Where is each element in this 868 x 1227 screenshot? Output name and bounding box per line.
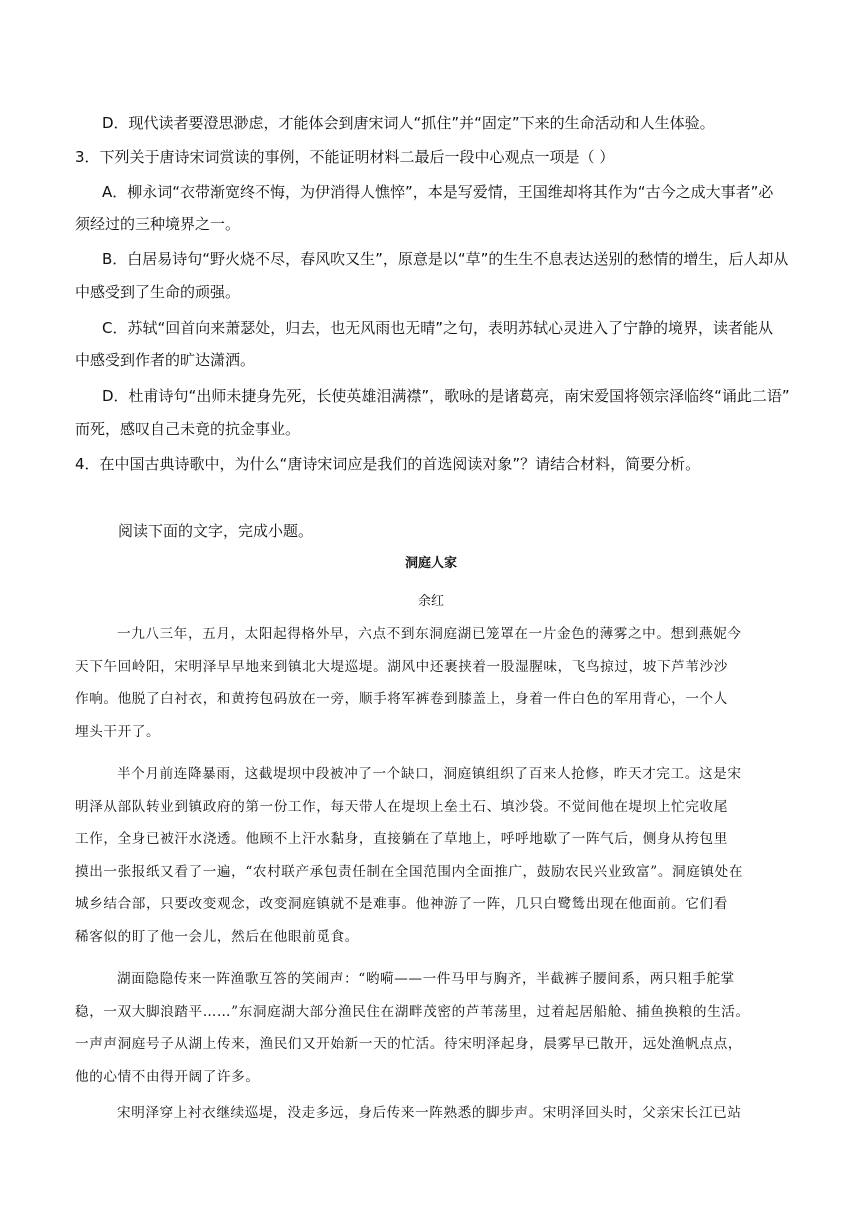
story-line: 作响。他脱了白衬衣，和黄挎包码放在一旁，顺手将军裤卷到膝盖上，身着一件白色的军用背心，一个人	[75, 691, 728, 707]
q3-option-b-line1: B．白居易诗句“野火烧不尽，春风吹又生”，原意是以“草”的生生不息表达送别的愁情的增生，后人却从	[102, 250, 789, 268]
story-line: 摸出一张报纸又看了一遍，“农村联产承包责任制在全国范围内全面推广，鼓励农民兴业致富”。洞庭镇处在	[75, 864, 744, 880]
story-line: 稀客似的盯了他一会儿，然后在他眼前觅食。	[75, 929, 359, 945]
story-line: 一九八三年，五月，太阳起得格外早，六点不到东洞庭湖已笼罩在一片金色的薄雾之中。想到燕妮今	[117, 626, 742, 642]
story-line: 半个月前连降暴雨，这截堤坝中段被冲了一个缺口，洞庭镇组织了百来人抢修，昨天才完工。这是宋	[117, 766, 742, 782]
q3-option-b-line2: 中感受到了生命的顽强。	[75, 283, 241, 301]
story-line: 明泽从部队转业到镇政府的第一份工作，每天带人在堤坝上垒土石、填沙袋。不觉间他在堤坝上忙完收尾	[75, 799, 728, 815]
story-line: 工作，全身已被汗水浇透。他顾不上汗水黏身，直接躺在了草地上，呼呼地歇了一阵气后，侧身从挎包里	[75, 831, 728, 847]
q3-option-a-line2: 须经过的三种境界之一。	[75, 215, 241, 233]
q3-option-a-line1: A．柳永词“衣带渐宽终不悔，为伊消得人憔悴”，本是写爱情，王国维却将其作为“古今之成大事者”必	[102, 183, 774, 201]
story-line: 稳，一双大脚浪踏平……”东洞庭湖大部分渔民住在湖畔茂密的芦苇荡里，过着起居船舱、捕鱼换粮的生活。	[75, 1004, 750, 1020]
q2-option-d: D．现代读者要澄思渺虑，才能体会到唐宋词人“抓住”并“固定”下来的生命活动和人生体验。	[102, 114, 715, 132]
story-line: 宋明泽穿上衬衣继续巡堤，没走多远，身后传来一阵熟悉的脚步声。宋明泽回头时，父亲宋长江已站	[117, 1105, 742, 1121]
q3-option-d-line1: D．杜甫诗句“出师未捷身先死，长使英雄泪满襟”，歌咏的是诸葛亮，南宋爱国将领宗泽临终“诵此二语”	[102, 387, 790, 405]
q3-option-c-line1: C．苏轼“回首向来萧瑟处，归去，也无风雨也无晴”之句，表明苏轼心灵进入了宁静的境界，读者能从	[102, 319, 774, 337]
story-line: 他的心情不由得开阔了许多。	[75, 1069, 260, 1085]
q3-stem: 3．下列关于唐诗宋词赏读的事例，不能证明材料二最后一段中心观点一项是（ ）	[75, 148, 615, 166]
story-line: 一声声洞庭号子从湖上传来，渔民们又开始新一天的忙活。待宋明泽起身，晨雾早已散开，远处渔帆点点，	[75, 1036, 743, 1052]
story-line: 湖面隐隐传来一阵渔歌互答的笑闹声：“哟嗬——一件马甲与胸齐，半截裤子腰间系，两只粗手舵掌	[117, 971, 735, 987]
story-line: 天下午回岭阳，宋明泽早早地来到镇北大堤巡堤。湖风中还裹挟着一股湿腥味，飞鸟掠过，坡下芦苇沙沙	[75, 659, 728, 675]
q4-stem: 4．在中国古典诗歌中，为什么“唐诗宋词应是我们的首选阅读对象”？请结合材料，简要分析。	[75, 455, 701, 473]
story-author: 余红	[418, 594, 445, 609]
reading-instruction: 阅读下面的文字，完成小题。	[118, 522, 314, 540]
story-line: 城乡结合部，只要改变观念，改变洞庭镇就不是难事。他神游了一阵，几只白鹭鸶出现在他面前。它们看	[75, 896, 728, 912]
story-line: 埋头干开了。	[75, 724, 161, 740]
story-title: 洞庭人家	[405, 556, 458, 571]
q3-option-d-line2: 而死，感叹自己未竟的抗金事业。	[75, 420, 301, 438]
q3-option-c-line2: 中感受到作者的旷达潇洒。	[75, 351, 256, 369]
